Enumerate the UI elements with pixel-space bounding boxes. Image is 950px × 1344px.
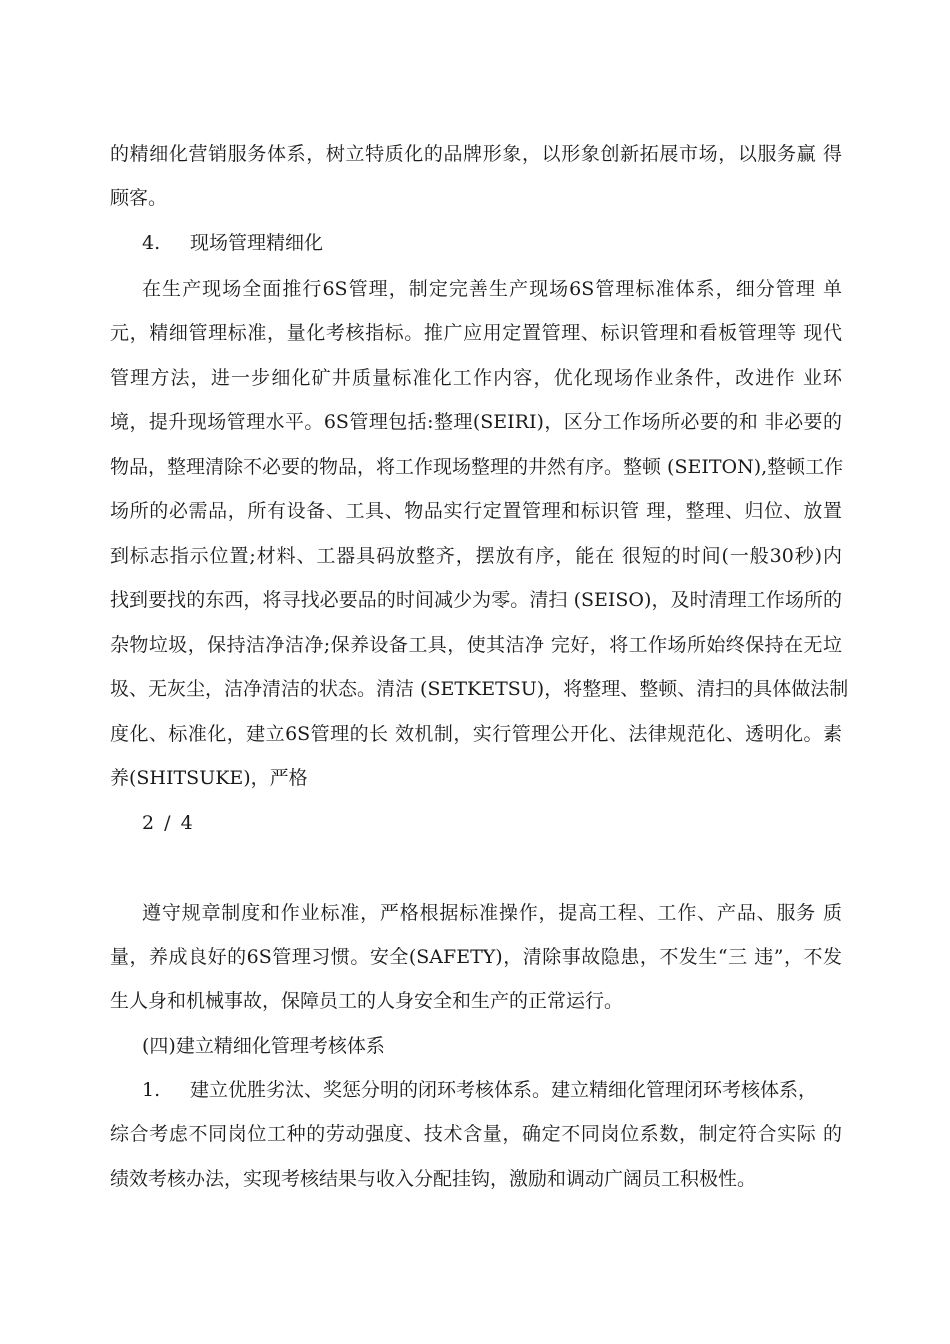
- paragraph-line: 境，提升现场管理水平。6S管理包括:整理(SEIRI)，区分工作场所必要的和 非必要的: [110, 411, 842, 433]
- paragraph-line: 绩效考核办法，实现考核结果与收入分配挂钩，激励和调动广阔员工积极性。: [110, 1168, 757, 1190]
- heading-number: 4.: [142, 232, 161, 254]
- paragraph-line: 管理方法，进一步细化矿井质量标准化工作内容，优化现场作业条件，改进作 业环: [110, 367, 842, 389]
- paragraph-line: 养(SHITSUKE)，严格: [110, 767, 308, 789]
- numbered-item-heading: [142, 1078, 842, 1102]
- paragraph-line: 顾客。: [110, 187, 168, 209]
- paragraph-line: 杂物垃圾，保持洁净洁净;保养设备工具，使其洁净 完好，将工作场所始终保持在无垃: [110, 634, 842, 656]
- heading-title: 现场管理精细化: [190, 232, 324, 254]
- paragraph-line: 综合考虑不同岗位工种的劳动强度、技术含量，确定不同岗位系数，制定符合实际 的: [110, 1123, 842, 1145]
- paragraph-line: 遵守规章制度和作业标准，严格根据标准操作，提高工程、工作、产品、服务 质: [142, 902, 842, 924]
- item-text: 建立优胜劣汰、奖惩分明的闭环考核体系。建立精细化管理闭环考核体系，: [190, 1079, 818, 1101]
- paragraph-line: 量，养成良好的6S管理习惯。安全(SAFETY)，清除事故隐患，不发生“三 违”，不发: [110, 946, 842, 968]
- paragraph-line: 场所的必需品，所有设备、工具、物品实行定置管理和标识管 理，整理、归位、放置: [110, 500, 842, 522]
- paragraph-line: 圾、无灰尘，洁净清洁的状态。清洁 (SETKETSU)，将整理、整顿、清扫的具体做法制: [110, 678, 849, 700]
- paragraph-line: 生人身和机械事故，保障员工的人身安全和生产的正常运行。: [110, 990, 624, 1012]
- paragraph-line: 元，精细管理标准，量化考核指标。推广应用定置管理、标识管理和看板管理等 现代: [110, 322, 842, 344]
- page-number: 2 / 4: [142, 812, 195, 834]
- section-heading: [142, 231, 323, 255]
- paragraph-line: 到标志指示位置;材料、工器具码放整齐，摆放有序，能在 很短的时间(一般30秒)内: [110, 545, 842, 567]
- paragraph-line: 度化、标准化，建立6S管理的长 效机制，实行管理公开化、法律规范化、透明化。素: [110, 723, 842, 745]
- paragraph-line: 在生产现场全面推行6S管理，制定完善生产现场6S管理标准体系，细分管理 单: [142, 278, 842, 300]
- paragraph-line: 找到要找的东西，将寻找必要品的时间减少为零。清扫 (SEISO)，及时清理工作场所的: [110, 589, 842, 611]
- paragraph-line: 的精细化营销服务体系，树立特质化的品牌形象，以形象创新拓展市场，以服务赢 得: [110, 143, 842, 165]
- section-heading: (四)建立精细化管理考核体系: [142, 1035, 385, 1057]
- item-number: 1.: [142, 1079, 161, 1101]
- paragraph-line: 物品，整理清除不必要的物品，将工作现场整理的井然有序。整顿 (SEITON),整顿工作: [110, 456, 844, 478]
